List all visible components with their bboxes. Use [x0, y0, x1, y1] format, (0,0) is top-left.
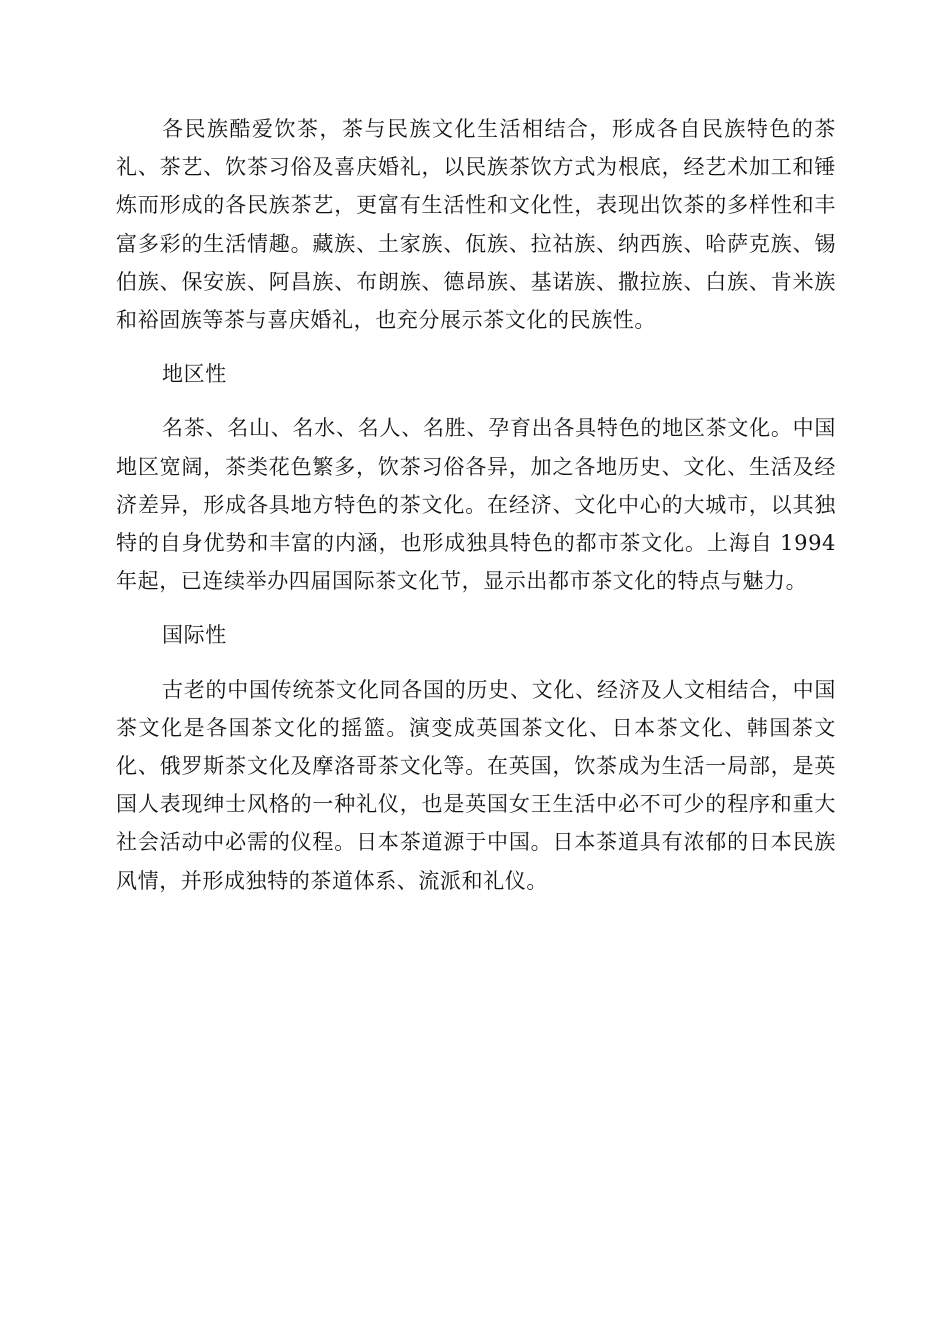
document-body	[116, 110, 836, 916]
paragraph-regional-tea-culture: 名茶、名山、名水、名人、名胜、孕育出各具特色的地区茶文化。中国地区宽阔，茶类花色繁多，饮茶习俗各异，加之各地历史、文化、生活及经济差异，形成各具地方特色的茶文化。在经济、文化中心的大城市，以其独特的自身优势和丰富的内涵，也形成独具特色的都市茶文化。上海自 1994 年起，已连续举办四届国际茶文化节，显示出都市茶文化的特点与魅力。	[116, 416, 836, 594]
paragraph-ethnic-tea-customs: 各民族酷爱饮茶，茶与民族文化生活相结合，形成各自民族特色的茶礼、茶艺、饮茶习俗及喜庆婚礼，以民族茶饮方式为根底，经艺术加工和锤炼而形成的各民族茶艺，更富有生活性和文化性，表现出饮茶的多样性和丰富多彩的生活情趣。藏族、土家族、佤族、拉祜族、纳西族、哈萨克族、锡伯族、保安族、阿昌族、布朗族、德昂族、基诺族、撒拉族、白族、肯米族和裕固族等茶与喜庆婚礼，也充分展示茶文化的民族性。	[116, 117, 836, 333]
section-heading-regional: 地区性	[162, 362, 227, 387]
section-heading-international: 国际性	[162, 623, 227, 648]
paragraph-international-tea-culture: 古老的中国传统茶文化同各国的历史、文化、经济及人文相结合，中国茶文化是各国茶文化的摇篮。演变成英国茶文化、日本茶文化、韩国茶文化、俄罗斯茶文化及摩洛哥茶文化等。在英国，饮茶成为生活一局部，是英国人表现绅士风格的一种礼仪，也是英国女王生活中必不可少的程序和重大社会活动中必需的仪程。日本茶道源于中国。日本茶道具有浓郁的日本民族风情，并形成独特的茶道体系、流派和礼仪。	[116, 677, 836, 893]
